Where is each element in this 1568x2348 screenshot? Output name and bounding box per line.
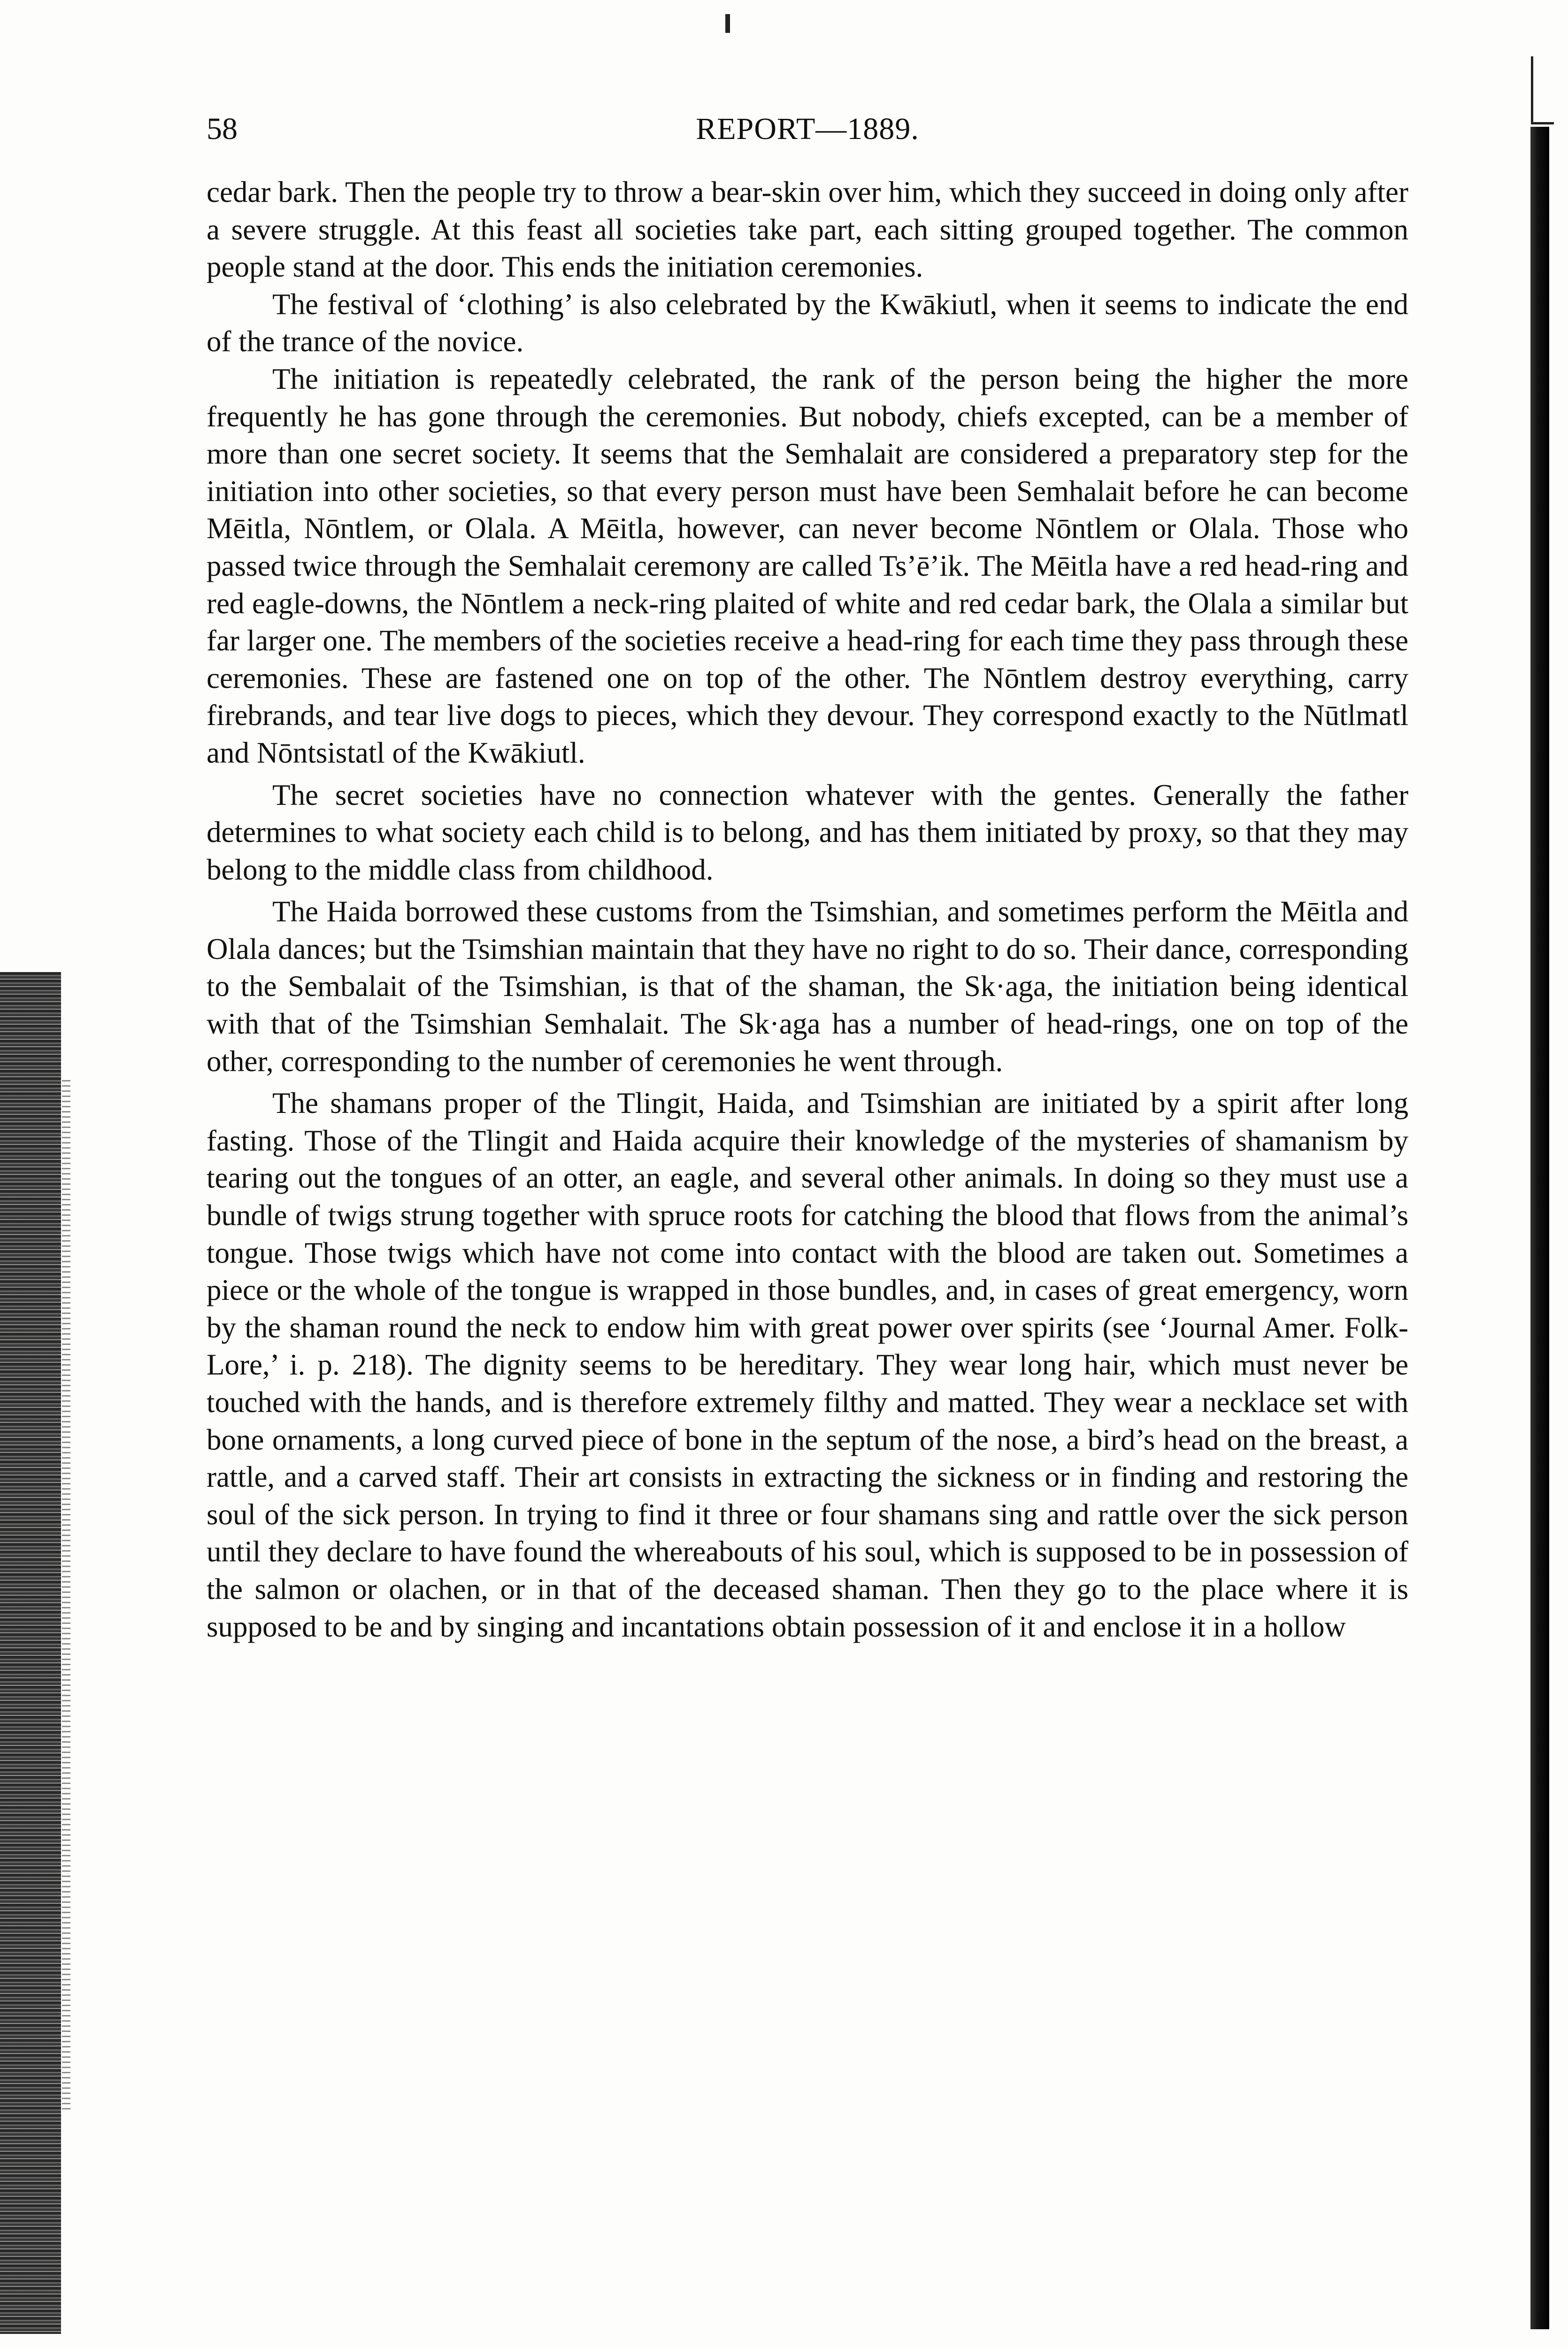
running-head: REPORT—1889. <box>696 112 919 146</box>
top-tick-mark <box>725 14 730 33</box>
paragraph-4: The secret societies have no connection whatever with the gentes. Generally the father determines to what society each child is to belong, and has them initiated by proxy, so that they may belong to the middle class from childhood. <box>207 778 1408 886</box>
paragraph-1: cedar bark. Then the people try to throw a bear-skin over him, which they succeed in doing only after a severe struggle. At this feast all societies take part, each sitting grouped together. The common people stand at the door. This ends the initiation ceremonies. <box>207 176 1408 284</box>
page-number: 58 <box>207 112 238 146</box>
body-text <box>207 174 1408 1645</box>
binding-edge-specks <box>62 1080 70 2113</box>
paragraph-6: The shamans proper of the Tlingit, Haida, and Tsimshian are initiated by a spirit after long fasting. Those of the Tlingit and Haida acquire their knowledge of the mysteries of shamanism by tearing out the tongues of an otter, an eagle, and several other animals. In doing so they must use a bundle of twigs strung together with spruce roots for catching the blood that flows from the animal’s tongue. Those twigs which have not come into contact with the blood are taken out. Sometimes a piece or the whole of the tongue is wrapped in those bundles, and, in cases of great emergency, worn by the shaman round the neck to endow him with great power over spirits (see ‘Journal Amer. Folk-Lore,’ i. p. 218). The dignity seems to be hereditary. They wear long hair, which must never be touched with the hands, and is therefore extremely filthy and matted. They wear a necklace set with bone ornaments, a long curved piece of bone in the septum of the nose, a bird’s head on the breast, a rattle, and a carved staff. Their art consists in extracting the sickness or in finding and restoring the soul of the sick person. In trying to find it three or four shamans sing and rattle over the sick person until they declare to have found the whereabouts of his soul, which is supposed to be in possession of the salmon or olachen, or in that of the deceased shaman. Then they go to the place where it is supposed to be and by singing and incantations obtain possession of it and enclose it in a hollow <box>207 1087 1408 1643</box>
binding-edge-shadow <box>0 972 61 2334</box>
crop-corner-mark <box>1531 56 1554 124</box>
paragraph-5: The Haida borrowed these customs from the Tsimshian, and sometimes perform the Mēitla and Olala dances; but the Tsimshian maintain that they have no right to do so. Their dance, corresponding to the Sembalait of the Tsimshian, is that of the shaman, the Sk·aga, the initiation being identical with that of the Tsimshian Semhalait. The Sk·aga has a number of head-rings, one on top of the other, corresponding to the number of ceremonies he went through. <box>207 895 1408 1078</box>
paragraph-2: The festival of ‘clothing’ is also celebrated by the Kwākiutl, when it seems to indicate the end of the trance of the novice. <box>207 287 1408 358</box>
page-header <box>207 108 1408 150</box>
right-scan-edge <box>1530 127 1549 2329</box>
paragraph-3: The initiation is repeatedly celebrated, the rank of the person being the higher the more frequently he has gone through the ceremonies. But nobody, chiefs excepted, can be a member of more than one secret society. It seems that the Semhalait are considered a preparatory step for the initiation into other societies, so that every person must have been Semhalait before he can become Mēitla, Nōntlem, or Olala. A Mēitla, however, can never become Nōntlem or Olala. Those who passed twice through the Semhalait ceremony are called Ts’ē’ik. The Mēitla have a red head-ring and red eagle-downs, the Nōntlem a neck-ring plaited of white and red cedar bark, the Olala a similar but far larger one. The members of the societies receive a head-ring for each time they pass through these ceremonies. These are fastened one on top of the other. The Nōntlem destroy everything, carry firebrands, and tear live dogs to pieces, which they devour. They correspond exactly to the Nūtlmatl and Nōntsistatl of the Kwākiutl. <box>207 362 1408 769</box>
